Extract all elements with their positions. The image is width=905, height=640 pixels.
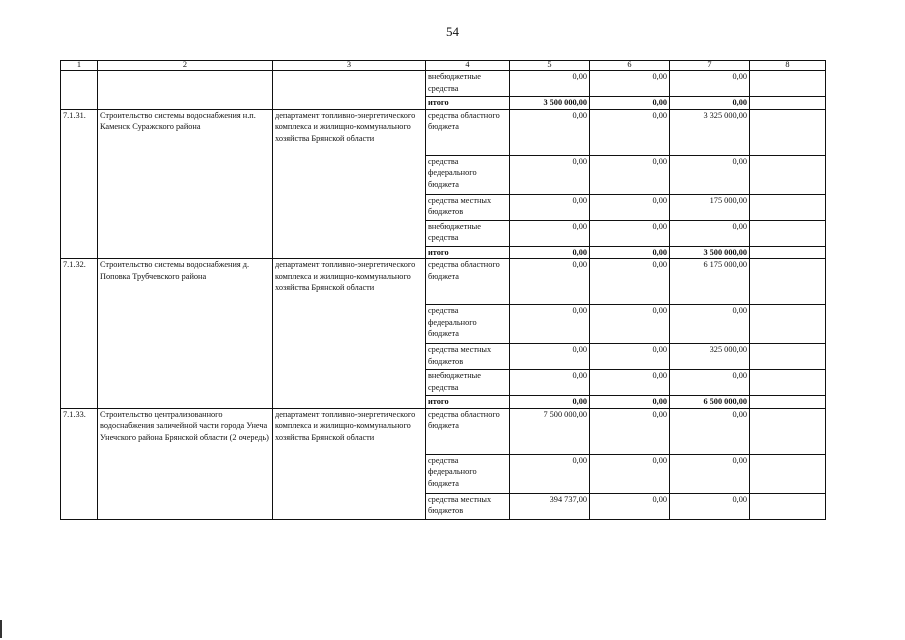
value-col7: 0,00 xyxy=(670,408,750,454)
column-number: 1 xyxy=(61,61,98,71)
funding-type: средства областного бюджета xyxy=(426,408,510,454)
value-col5: 0,00 xyxy=(510,454,590,493)
value-col8 xyxy=(750,408,826,454)
page-number: 54 xyxy=(446,24,459,39)
value-col5: 0,00 xyxy=(510,305,590,344)
value-col5: 0,00 xyxy=(510,194,590,220)
value-col7: 3 500 000,00 xyxy=(670,246,750,259)
table-row xyxy=(61,71,826,97)
value-col8 xyxy=(750,246,826,259)
value-col7: 175 000,00 xyxy=(670,194,750,220)
value-col6: 0,00 xyxy=(590,71,670,97)
funding-type: средства федерального бюджета xyxy=(426,454,510,493)
value-col8 xyxy=(750,194,826,220)
funding-type: внебюджетные средства xyxy=(426,220,510,246)
scan-edge-mark xyxy=(0,620,2,638)
column-number: 5 xyxy=(510,61,590,71)
value-col7: 0,00 xyxy=(670,220,750,246)
value-col7: 0,00 xyxy=(670,493,750,519)
value-col8 xyxy=(750,396,826,409)
project-name: Строительство системы водоснабжения н.п. Каменск Суражского района xyxy=(98,109,273,259)
value-col5: 0,00 xyxy=(510,344,590,370)
continuation-dept-cell xyxy=(273,71,426,110)
funding-type: итого xyxy=(426,97,510,110)
value-col7: 325 000,00 xyxy=(670,344,750,370)
funding-type: внебюджетные средства xyxy=(426,71,510,97)
project-id: 7.1.31. xyxy=(61,109,98,259)
value-col5: 0,00 xyxy=(510,71,590,97)
responsible-department: департамент топливно-энергетического комплекса и жилищно-коммунального хозяйства Брянской области xyxy=(273,109,426,259)
funding-type: средства областного бюджета xyxy=(426,259,510,305)
value-col6: 0,00 xyxy=(590,246,670,259)
continuation-id-cell xyxy=(61,71,98,110)
value-col7: 0,00 xyxy=(670,370,750,396)
column-number: 8 xyxy=(750,61,826,71)
column-number: 2 xyxy=(98,61,273,71)
funding-type: средства областного бюджета xyxy=(426,109,510,155)
value-col8 xyxy=(750,344,826,370)
funding-type: средства местных бюджетов xyxy=(426,493,510,519)
table-row xyxy=(61,259,826,305)
table-row xyxy=(61,408,826,454)
value-col6: 0,00 xyxy=(590,109,670,155)
column-number: 7 xyxy=(670,61,750,71)
funding-type: внебюджетные средства xyxy=(426,370,510,396)
responsible-department: департамент топливно-энергетического комплекса и жилищно-коммунального хозяйства Брянской области xyxy=(273,259,426,409)
funding-type: средства федерального бюджета xyxy=(426,155,510,194)
continuation-name-cell xyxy=(98,71,273,110)
project-name: Строительство системы водоснабжения д. Поповка Трубчевского района xyxy=(98,259,273,409)
value-col5: 0,00 xyxy=(510,155,590,194)
value-col8 xyxy=(750,220,826,246)
value-col8 xyxy=(750,71,826,97)
value-col6: 0,00 xyxy=(590,155,670,194)
value-col6: 0,00 xyxy=(590,220,670,246)
value-col6: 0,00 xyxy=(590,344,670,370)
table-row xyxy=(61,109,826,155)
column-number: 4 xyxy=(426,61,510,71)
value-col8 xyxy=(750,259,826,305)
value-col7: 6 500 000,00 xyxy=(670,396,750,409)
value-col6: 0,00 xyxy=(590,493,670,519)
value-col7: 0,00 xyxy=(670,155,750,194)
value-col5: 394 737,00 xyxy=(510,493,590,519)
budget-table xyxy=(60,60,826,520)
value-col7: 3 325 000,00 xyxy=(670,109,750,155)
project-id: 7.1.32. xyxy=(61,259,98,409)
value-col6: 0,00 xyxy=(590,305,670,344)
value-col6: 0,00 xyxy=(590,194,670,220)
value-col5: 0,00 xyxy=(510,220,590,246)
value-col8 xyxy=(750,370,826,396)
value-col7: 0,00 xyxy=(670,97,750,110)
responsible-department: департамент топливно-энергетического комплекса и жилищно-коммунального хозяйства Брянской области xyxy=(273,408,426,519)
value-col6: 0,00 xyxy=(590,370,670,396)
column-number-row xyxy=(61,61,826,71)
project-id: 7.1.33. xyxy=(61,408,98,519)
value-col6: 0,00 xyxy=(590,454,670,493)
value-col5: 0,00 xyxy=(510,370,590,396)
funding-type: средства местных бюджетов xyxy=(426,344,510,370)
value-col5: 0,00 xyxy=(510,259,590,305)
value-col7: 0,00 xyxy=(670,71,750,97)
funding-type: средства местных бюджетов xyxy=(426,194,510,220)
value-col7: 0,00 xyxy=(670,305,750,344)
value-col8 xyxy=(750,493,826,519)
funding-type: средства федерального бюджета xyxy=(426,305,510,344)
value-col8 xyxy=(750,454,826,493)
value-col6: 0,00 xyxy=(590,396,670,409)
funding-type: итого xyxy=(426,396,510,409)
value-col6: 0,00 xyxy=(590,408,670,454)
value-col7: 0,00 xyxy=(670,454,750,493)
column-number: 6 xyxy=(590,61,670,71)
funding-type: итого xyxy=(426,246,510,259)
value-col5: 0,00 xyxy=(510,109,590,155)
value-col6: 0,00 xyxy=(590,97,670,110)
value-col5: 0,00 xyxy=(510,246,590,259)
value-col8 xyxy=(750,305,826,344)
value-col5: 0,00 xyxy=(510,396,590,409)
value-col7: 6 175 000,00 xyxy=(670,259,750,305)
value-col8 xyxy=(750,155,826,194)
value-col5: 3 500 000,00 xyxy=(510,97,590,110)
value-col5: 7 500 000,00 xyxy=(510,408,590,454)
column-number: 3 xyxy=(273,61,426,71)
project-name: Строительство централизованного водоснабжения заличейной части города Унеча Унечского района Брянской области (2 очередь) xyxy=(98,408,273,519)
value-col8 xyxy=(750,109,826,155)
value-col8 xyxy=(750,97,826,110)
value-col6: 0,00 xyxy=(590,259,670,305)
